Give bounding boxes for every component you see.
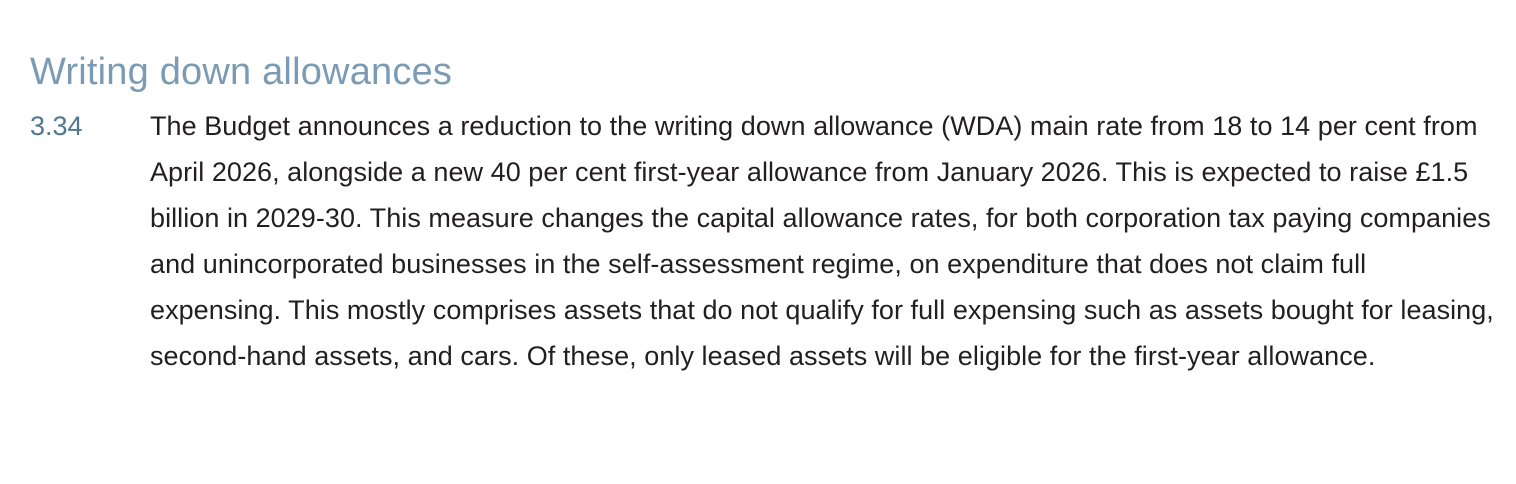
paragraph-number: 3.34 (30, 111, 83, 141)
paragraph-block (30, 103, 1500, 379)
section-heading: Writing down allowances (30, 50, 453, 93)
paragraph-text: The Budget announces a reduction to the writing down allowance (WDA) main rate from 18 to 14 per cent from April 2026, alongside a new 40 per cent first-year allowance from January 2026. This is expected to raise £1.5 billion in 2029-30. This measure changes the capital allowance rates, for both corporation tax paying companies and unincorporated businesses in the self-assessment regime, on expenditure that does not claim full expensing. This mostly comprises assets that do not qualify for full expensing such as assets bought for leasing, second-hand assets, and cars. Of these, only leased assets will be eligible for the first-year allowance. (150, 111, 1494, 371)
